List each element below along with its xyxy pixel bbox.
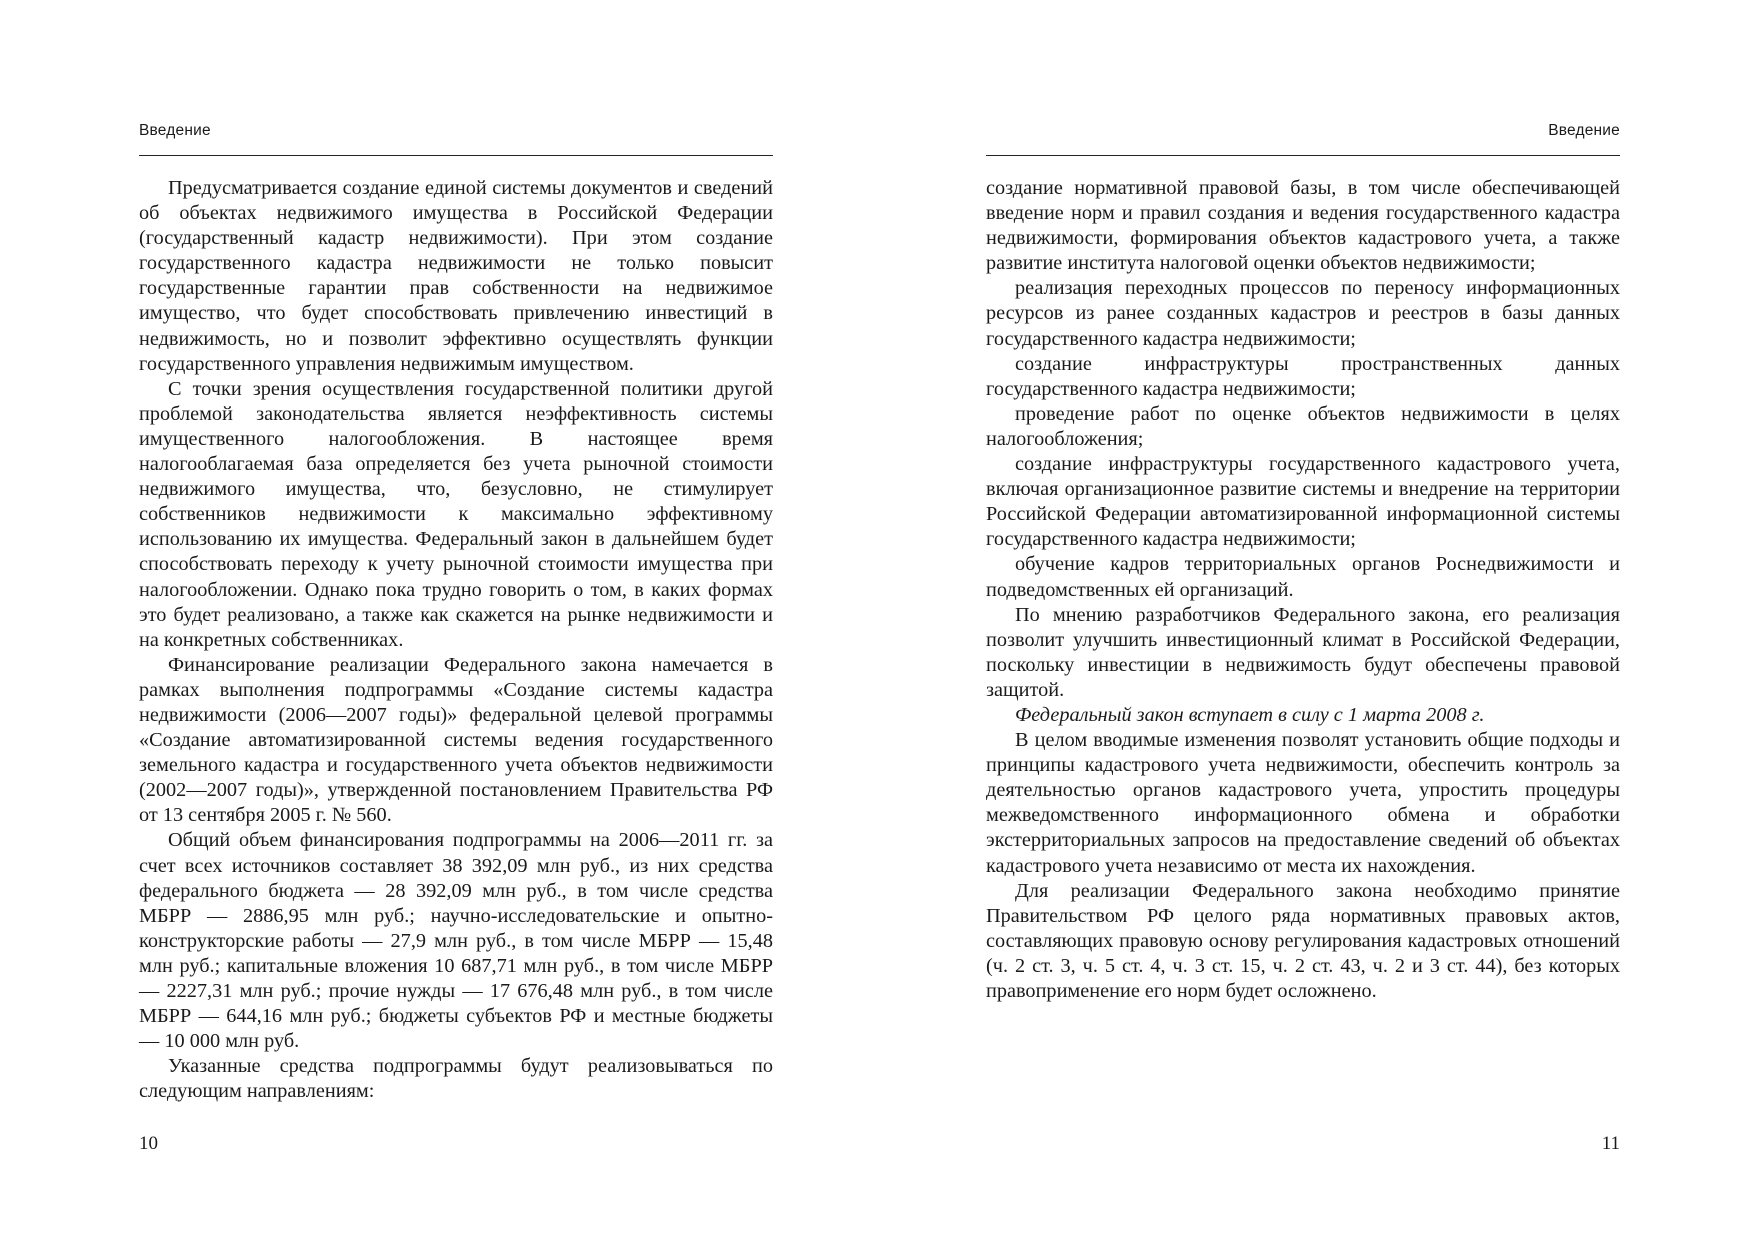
running-head: Введение <box>139 122 211 139</box>
page-body <box>986 176 1620 1004</box>
list-item: реализация переходных процессов по переносу информационных ресурсов из ранее созданных кадастров и реестров в базы данных государственного кадастра недвижимости; <box>986 277 1620 350</box>
list-item: создание нормативной правовой базы, в том числе обеспечивающей введение норм и правил создания и ведения государственного кадастра недвижимости, формирования объектов кадастрового учета, а также развитие института налоговой оценки объектов недвижимости; <box>986 177 1620 275</box>
list-item: создание инфраструктуры пространственных данных государственного кадастра недвижимости; <box>986 352 1620 400</box>
paragraph: По мнению разработчиков Федерального закона, его реализация позволит улучшить инвестиционный климат в Российской Федерации, поскольку инвестиции в недвижимость будут обеспечены правовой защитой. <box>986 603 1620 701</box>
header-rule <box>986 155 1620 156</box>
paragraph: Финансирование реализации Федерального закона намечается в рамках выполнения подпрограммы «Создание системы кадастра недвижимости (2006—2007 годы)» федеральной целевой программы «Создание автоматизированной системы ведения государственного земельного кадастра и государственного учета объектов недвижимости (2002—2007 годы)», утвержденной постановлением Правительства РФ от 13 сентября 2005 г. № 560. <box>139 653 773 827</box>
paragraph: С точки зрения осуществления государственной политики другой проблемой законодательства является неэффективность системы имущественного налогообложения. В настоящее время налогооблагаемая база определяется без учета рыночной стоимости недвижимого имущества, что, безусловно, не стимулирует собственников недвижимости к максимально эффективному использованию их имущества. Федеральный закон в дальнейшем будет способствовать переходу к учету рыночной стоимости имущества при налогообложении. Однако пока трудно говорить о том, в каких формах это будет реализовано, а также как скажется на рынке недвижимости и на конкретных собственниках. <box>139 377 773 651</box>
page-number: 11 <box>1601 1133 1620 1154</box>
header-rule <box>139 155 773 156</box>
page-body <box>139 176 773 1104</box>
paragraph: В целом вводимые изменения позволят установить общие подходы и принципы кадастрового учета недвижимости, обеспечить контроль за деятельностью органов кадастрового учета, упростить процедуры межведомственного информационного обмена и обработки экстерриториальных запросов на предоставление сведений об объектах кадастрового учета независимо от места их нахождения. <box>986 729 1620 877</box>
effective-date-note: Федеральный закон вступает в силу с 1 марта 2008 г. <box>1015 703 1485 726</box>
paragraph: Для реализации Федерального закона необходимо принятие Правительством РФ целого ряда нормативных правовых актов, составляющих правовую основу регулирования кадастровых отношений (ч. 2 ст. 3, ч. 5 ст. 4, ч. 3 ст. 15, ч. 2 ст. 43, ч. 2 и 3 ст. 44), без которых правоприменение его норм будет осложнено. <box>986 879 1620 1002</box>
list-item: создание инфраструктуры государственного кадастрового учета, включая организационное развитие системы и внедрение на территории Российской Федерации автоматизированной информационной системы государственного кадастра недвижимости; <box>986 453 1620 551</box>
list-item: обучение кадров территориальных органов Роснедвижимости и подведомственных ей организаций. <box>986 553 1620 601</box>
running-head: Введение <box>1548 122 1620 139</box>
paragraph: Общий объем финансирования подпрограммы на 2006—2011 гг. за счет всех источников составляет 38 392,09 млн руб., из них средства федерального бюджета — 28 392,09 млн руб., в том числе средства МБРР — 2886,95 млн руб.; научно-исследовательские и опытно-конструкторские работы — 27,9 млн руб., в том числе МБРР — 15,48 млн руб.; капитальные вложения 10 687,71 млн руб., в том числе МБРР — 2227,31 млн руб.; прочие нужды — 17 676,48 млн руб., в том числе МБРР — 644,16 млн руб.; бюджеты субъектов РФ и местные бюджеты — 10 000 млн руб. <box>139 829 773 1053</box>
list-item: проведение работ по оценке объектов недвижимости в целях налогообложения; <box>986 402 1620 450</box>
paragraph: Указанные средства подпрограммы будут реализовываться по следующим направлениям: <box>139 1055 773 1103</box>
page-number: 10 <box>139 1133 158 1154</box>
paragraph: Предусматривается создание единой системы документов и сведений об объектах недвижимого имущества в Российской Федерации (государственный кадастр недвижимости). При этом создание государственного кадастра недвижимости не только повысит государственные гарантии прав собственности на недвижимое имущество, что будет способствовать привлечению инвестиций в недвижимость, но и позволит эффективно осуществлять функции государственного управления недвижимым имуществом. <box>139 177 773 375</box>
